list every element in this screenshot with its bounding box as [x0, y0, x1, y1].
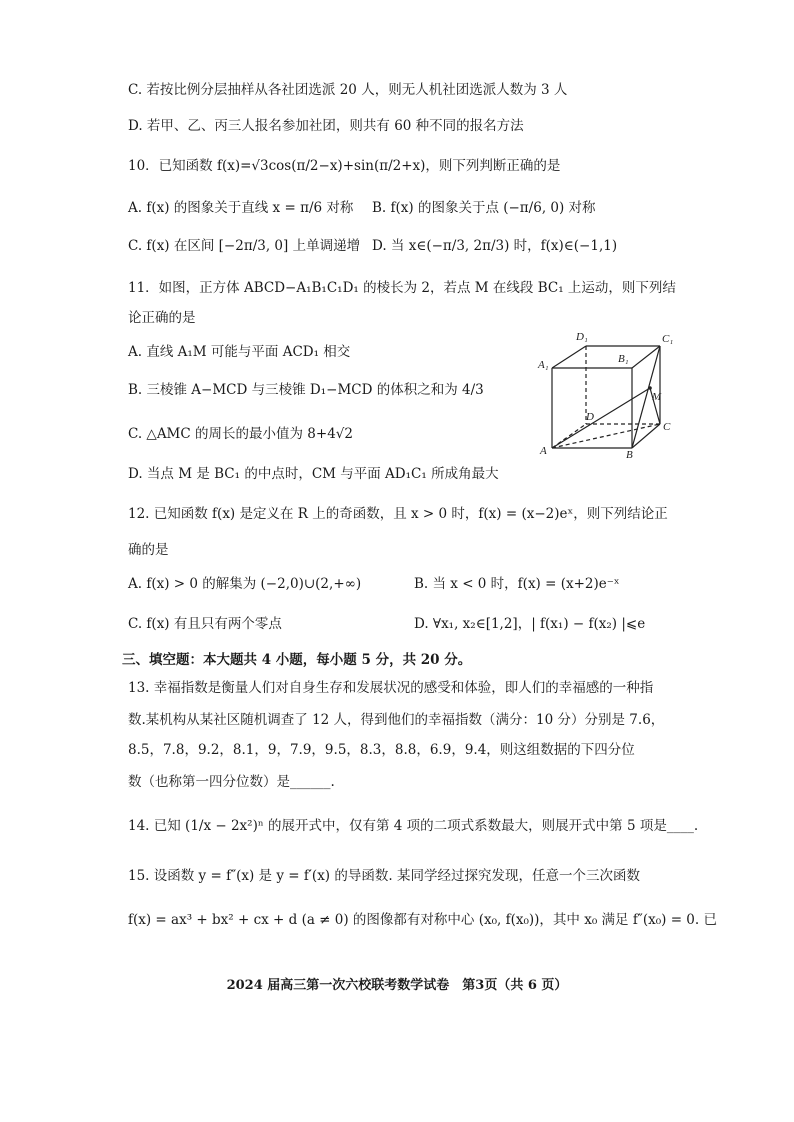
q15-line2: f(x) = ax³ + bx² + cx + d (a ≠ 0) 的图像都有对称中心 (x₀, f(x₀))，其中 x₀ 满足 f″(x₀) = 0. 已 — [128, 912, 717, 928]
label-m: M — [652, 391, 662, 403]
label-c: C — [663, 421, 671, 433]
q10-option-a: A. f(x) 的图象关于直线 x = π/6 对称 — [128, 200, 354, 216]
q12-option-a: A. f(x) > 0 的解集为 (−2,0)∪(2,+∞) — [128, 576, 362, 592]
q11-stem-line1: 11．如图，正方体 ABCD−A₁B₁C₁D₁ 的棱长为 2，若点 M 在线段 BC₁ 上运动，则下列结 — [128, 280, 676, 296]
point-m — [648, 386, 652, 390]
q9-option-c: C. 若按比例分层抽样从各社团选派 20 人，则无人机社团选派人数为 3 人 — [128, 82, 568, 98]
q13-line3: 8.5，7.8，9.2，8.1，9，7.9，9.5，8.3，8.8，6.9，9.4，则这组数据的下四分位 — [128, 742, 635, 758]
q10-option-c: C. f(x) 在区间 [−2π/3, 0] 上单调递增 — [128, 238, 361, 254]
q11-option-d: D. 当点 M 是 BC₁ 的中点时，CM 与平面 AD₁C₁ 所成角最大 — [128, 466, 499, 482]
q10-option-b: B. f(x) 的图象关于点 (−π/6, 0) 对称 — [372, 200, 596, 216]
q13-line4: 数（也称第一四分位数）是______. — [128, 774, 335, 790]
q13-line1: 13. 幸福指数是衡量人们对自身生存和发展状况的感受和体验，即人们的幸福感的一种指 — [128, 680, 654, 696]
cube-diagram — [528, 326, 678, 458]
q15-line1: 15. 设函数 y = f″(x) 是 y = f′(x) 的导函数. 某同学经过探究发现，任意一个三次函数 — [128, 868, 640, 884]
label-a: A — [540, 445, 547, 457]
q13-line2: 数.某机构从某社区随机调查了 12 人，得到他们的幸福指数（满分：10 分）分别是 7.6， — [128, 712, 665, 728]
label-d1: D₁ — [576, 331, 588, 343]
q12-option-c: C. f(x) 有且只有两个零点 — [128, 616, 282, 632]
q12-option-d: D. ∀x₁, x₂∈[1,2]，| f(x₁) − f(x₂) |⩽e — [414, 616, 646, 632]
label-a1: A₁ — [538, 359, 549, 371]
q11-option-a: A. 直线 A₁M 可能与平面 ACD₁ 相交 — [128, 344, 351, 360]
page-footer: 2024 届高三第一次六校联考数学试卷 第3页（共 6 页） — [226, 978, 568, 993]
q9-option-d: D. 若甲、乙、丙三人报名参加社团，则共有 60 种不同的报名方法 — [128, 118, 524, 134]
q11-option-b: B. 三棱锥 A−MCD 与三棱锥 D₁−MCD 的体积之和为 4/3 — [128, 382, 484, 398]
q10-stem: 10．已知函数 f(x)=√3cos(π/2−x)+sin(π/2+x)，则下列判断正确的是 — [128, 158, 561, 174]
section-3-heading: 三、填空题：本大题共 4 小题，每小题 5 分，共 20 分。 — [122, 652, 472, 668]
label-c1: C₁ — [662, 333, 674, 345]
q11-option-c: C. △AMC 的周长的最小值为 8+4√2 — [128, 426, 353, 442]
q11-stem-line2: 论正确的是 — [128, 310, 196, 326]
label-b1: B₁ — [618, 353, 629, 365]
q12-option-b: B. 当 x < 0 时，f(x) = (x+2)e⁻ˣ — [414, 576, 620, 592]
q10-option-d: D. 当 x∈(−π/3, 2π/3) 时，f(x)∈(−1,1) — [372, 238, 618, 254]
q14-line: 14. 已知 (1/x − 2x²)ⁿ 的展开式中，仅有第 4 项的二项式系数最大，则展开式中第 5 项是____. — [128, 818, 699, 834]
q12-stem-line1: 12. 已知函数 f(x) 是定义在 R 上的奇函数，且 x > 0 时，f(x) = (x−2)eˣ，则下列结论正 — [128, 506, 668, 522]
q12-stem-line2: 确的是 — [128, 542, 169, 558]
label-d: D — [586, 411, 594, 423]
label-b: B — [626, 449, 633, 458]
